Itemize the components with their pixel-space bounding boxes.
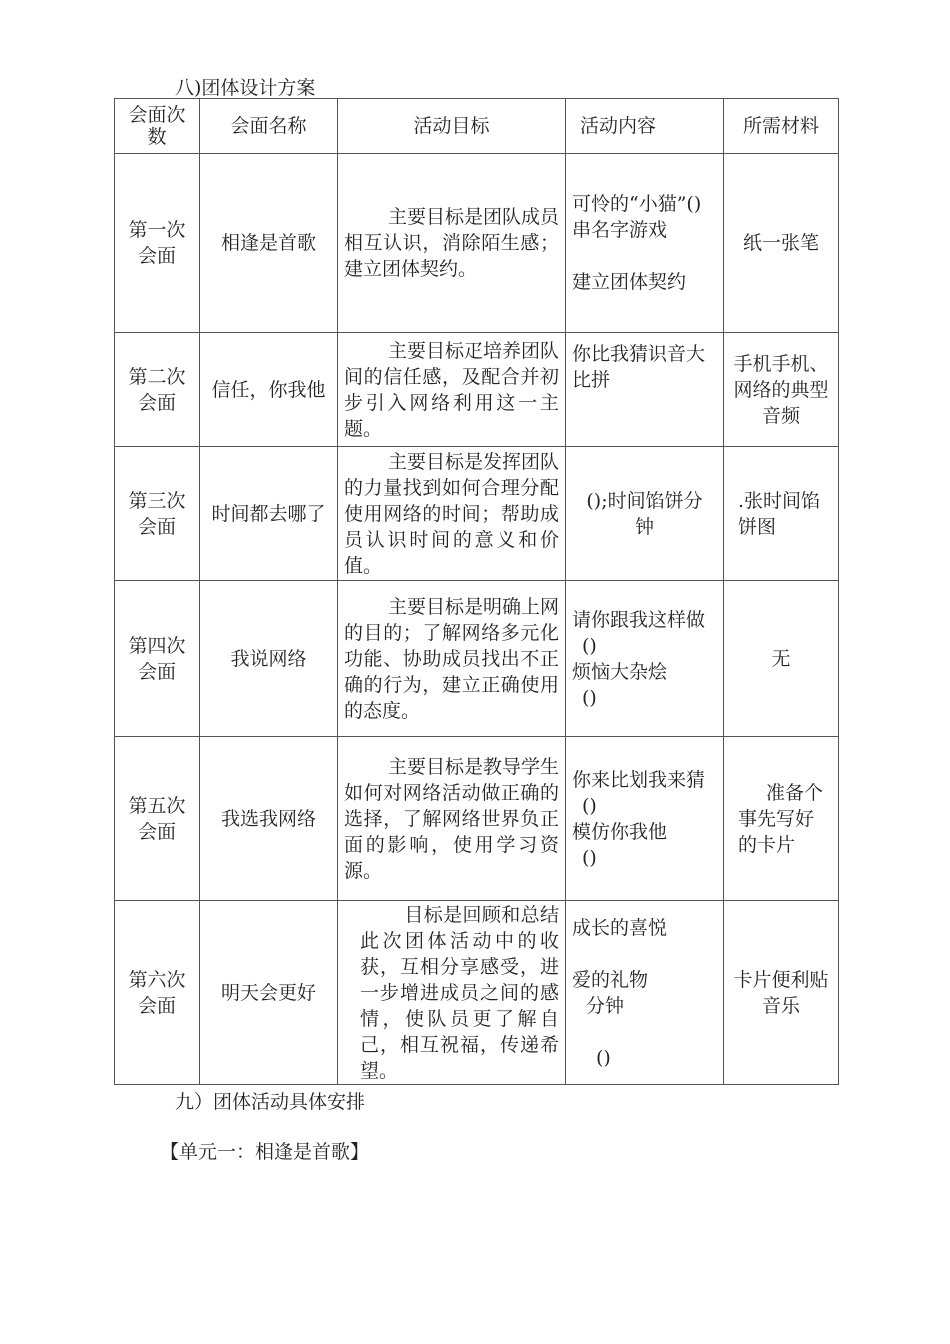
meeting-number: 第二次会面	[115, 333, 200, 447]
meeting-number: 第四次会面	[115, 581, 200, 737]
meeting-number: 第六次会面	[115, 901, 200, 1085]
activity-goal: 主要目标是明确上网的目的；了解网络多元化功能、协助成员找出不正确的行为，建立正确使用的态度。	[338, 581, 566, 737]
materials: .张时间馅饼图	[724, 447, 839, 581]
header-materials: 所需材料	[724, 99, 839, 154]
activity-goal: 目标是回顾和总结此次团体活动中的收获，互相分享感受，进一步增进成员之间的感情，使队员更了解自己，相互祝福，传递希望。	[338, 901, 566, 1085]
unit-heading: 【单元一：相逢是首歌】	[160, 1141, 370, 1163]
activity-content: 请你跟我这样做 () 烦恼大杂烩 ()	[566, 581, 724, 737]
materials: 纸一张笔	[724, 154, 839, 333]
table-row	[115, 737, 839, 901]
header-meeting-name: 会面名称	[200, 99, 338, 154]
group-plan-table	[114, 98, 839, 1085]
activity-content: 可怜的“小猫”() 串名字游戏 建立团体契约	[566, 154, 724, 333]
activity-goal: 主要目标是发挥团队的力量找到如何合理分配使用网络的时间；帮助成员认识时间的意义和价值。	[338, 447, 566, 581]
activity-goal: 主要目标是团队成员相互认识，消除陌生感；建立团体契约。	[338, 154, 566, 333]
materials: 准备个事先写好的卡片	[724, 737, 839, 901]
meeting-number: 第五次会面	[115, 737, 200, 901]
meeting-number: 第一次会面	[115, 154, 200, 333]
activity-goal: 主要目标疋培养团队间的信任感，及配合并初步引入网络利用这一主题。	[338, 333, 566, 447]
section-heading-9: 九）团体活动具体安排	[175, 1091, 366, 1113]
meeting-name: 时间都去哪了	[200, 447, 338, 581]
meeting-name: 我说网络	[200, 581, 338, 737]
activity-content: ();时间馅饼分钟	[566, 447, 724, 581]
table-row	[115, 901, 839, 1085]
materials: 卡片便利贴音乐	[724, 901, 839, 1085]
meeting-name: 相逢是首歌	[200, 154, 338, 333]
activity-content: 你比我猜识音大比拼	[566, 333, 724, 447]
activity-content: 你来比划我来猜 () 模仿你我他 ()	[566, 737, 724, 901]
activity-content: 成长的喜悦 爱的礼物 分钟 ()	[566, 901, 724, 1085]
table-row	[115, 447, 839, 581]
table-header-row	[115, 99, 839, 154]
table-row	[115, 581, 839, 737]
activity-goal: 主要目标是教导学生如何对网络活动做正确的选择，了解网络世界负正面的影响，使用学习资源。	[338, 737, 566, 901]
materials: 无	[724, 581, 839, 737]
materials: 手机手机、网络的典型音频	[724, 333, 839, 447]
header-meeting-number: 会面次数	[115, 99, 200, 154]
table-row	[115, 154, 839, 333]
meeting-number: 第三次会面	[115, 447, 200, 581]
meeting-name: 明天会更好	[200, 901, 338, 1085]
header-activity-goal: 活动目标	[338, 99, 566, 154]
section-heading-8: 八)团体设计方案	[175, 77, 316, 99]
table-row	[115, 333, 839, 447]
meeting-name: 信任，你我他	[200, 333, 338, 447]
meeting-name: 我选我网络	[200, 737, 338, 901]
header-activity-content: 活动内容	[566, 99, 724, 154]
